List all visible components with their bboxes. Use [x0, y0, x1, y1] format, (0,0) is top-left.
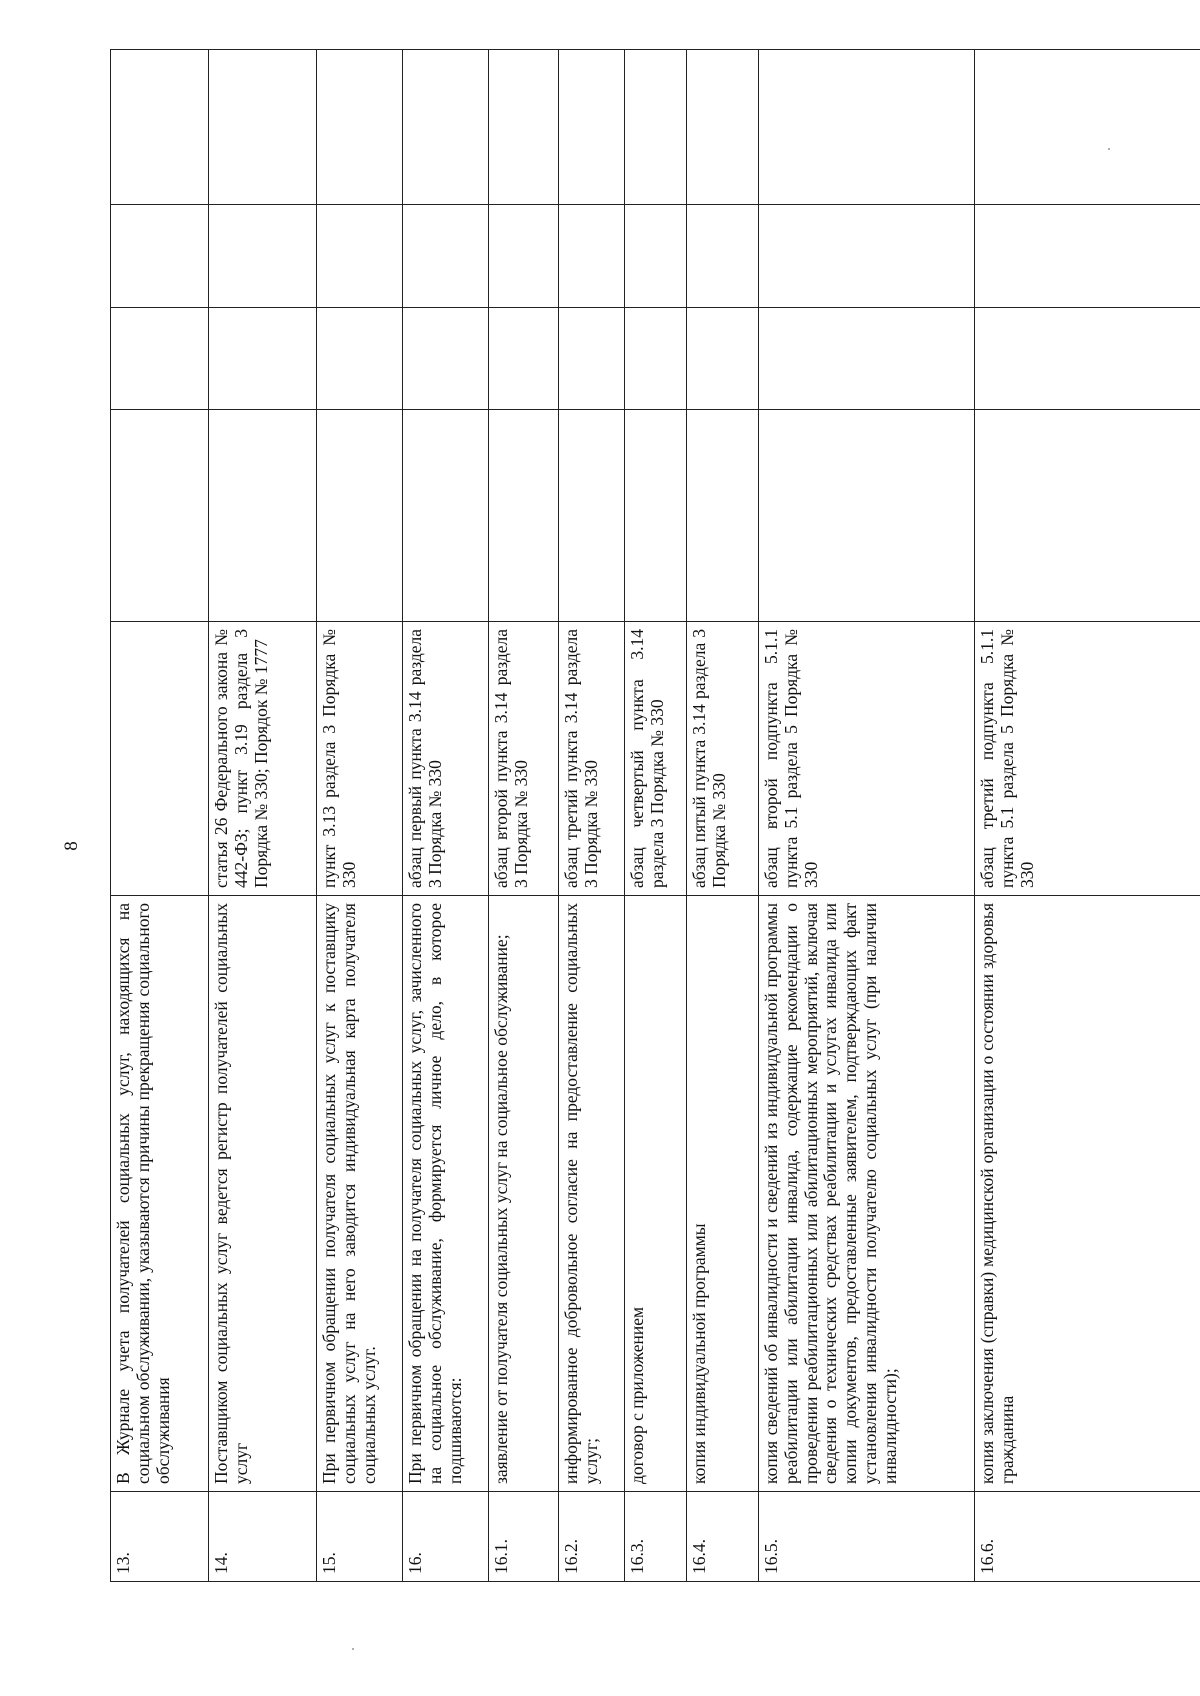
legal-reference: абзац первый пункта 3.14 раздела 3 Порядка № 330: [403, 622, 489, 896]
empty-cell: [489, 50, 559, 205]
empty-cell: [403, 308, 489, 410]
legal-reference: абзац третий пункта 3.14 раздела 3 Порядка № 330: [559, 622, 625, 896]
empty-cell: [111, 308, 209, 410]
requirement-text: заявление от получателя социальных услуг на социальное обслуживание;: [489, 896, 559, 1492]
legal-reference: абзац четвертый пункта 3.14 раздела 3 Порядка № 330: [625, 622, 687, 896]
empty-cell: [625, 410, 687, 622]
empty-cell: [489, 308, 559, 410]
empty-cell: [489, 410, 559, 622]
table-row: [625, 50, 687, 1582]
requirement-text: копия индивидуальной программы: [687, 896, 759, 1492]
row-number: 16.1.: [489, 1492, 559, 1582]
requirement-text: копия сведений об инвалидности и сведений из индивидуальной программы реабилитации или абилитации инвалида, содержащие рекомендации о проведении реабилитационных или абилитационных мероприятий, включая сведения о технических средствах реабилитации и услугах инвалида или копии документов, предоставленные заявителем, подтверждающих факт установления инвалидности получателю социальных услуг (при наличии инвалидности);: [759, 896, 975, 1492]
empty-cell: [111, 410, 209, 622]
row-number: 16.3.: [625, 1492, 687, 1582]
table-row: [403, 50, 489, 1582]
empty-cell: [759, 410, 975, 622]
scan-speck: [352, 1648, 354, 1650]
row-number: 16.: [403, 1492, 489, 1582]
empty-cell: [975, 308, 1200, 410]
requirement-text: Поставщиком социальных услуг ведется регистр получателей социальных услуг: [209, 896, 317, 1492]
empty-cell: [625, 50, 687, 205]
empty-cell: [559, 410, 625, 622]
empty-cell: [559, 205, 625, 308]
empty-cell: [209, 308, 317, 410]
empty-cell: [759, 205, 975, 308]
empty-cell: [403, 50, 489, 205]
page-number: 8: [61, 841, 82, 851]
empty-cell: [209, 50, 317, 205]
empty-cell: [403, 205, 489, 308]
legal-reference: статья 26 Федерального закона № 442-ФЗ; пункт 3.19 раздела 3 Порядка № 330; Порядок № 1777: [209, 622, 317, 896]
empty-cell: [209, 410, 317, 622]
requirements-table: [110, 49, 1200, 1582]
empty-cell: [403, 410, 489, 622]
row-number: 16.5.: [759, 1492, 975, 1582]
legal-reference: абзац второй пункта 3.14 раздела 3 Порядка № 330: [489, 622, 559, 896]
empty-cell: [975, 410, 1200, 622]
requirement-text: копия заключения (справки) медицинской организации о состоянии здоровья гражданина: [975, 896, 1200, 1492]
table-row: [559, 50, 625, 1582]
empty-cell: [489, 205, 559, 308]
row-number: 15.: [317, 1492, 403, 1582]
row-number: 16.4.: [687, 1492, 759, 1582]
requirement-text: информированное добровольное согласие на предоставление социальных услуг;: [559, 896, 625, 1492]
empty-cell: [209, 205, 317, 308]
empty-cell: [687, 205, 759, 308]
legal-reference: пункт 3.13 раздела 3 Порядка № 330: [317, 622, 403, 896]
table-row: [111, 50, 209, 1582]
empty-cell: [317, 410, 403, 622]
legal-reference: [111, 622, 209, 896]
table-row: [759, 50, 975, 1582]
row-number: 16.2.: [559, 1492, 625, 1582]
legal-reference: абзац пятый пункта 3.14 раздела 3 Порядка № 330: [687, 622, 759, 896]
empty-cell: [317, 50, 403, 205]
empty-cell: [111, 205, 209, 308]
empty-cell: [759, 50, 975, 205]
empty-cell: [975, 205, 1200, 308]
table-row: [489, 50, 559, 1582]
empty-cell: [111, 50, 209, 205]
empty-cell: [759, 308, 975, 410]
table-row: [317, 50, 403, 1582]
empty-cell: [687, 308, 759, 410]
scan-speck: [1108, 148, 1110, 150]
empty-cell: [687, 410, 759, 622]
requirement-text: При первичном обращении на получателя социальных услуг, зачисленного на социальное обслуживание, формируется личное дело, в которое подшиваются:: [403, 896, 489, 1492]
empty-cell: [559, 50, 625, 205]
row-number: 16.6.: [975, 1492, 1200, 1582]
empty-cell: [975, 50, 1200, 205]
table-row: [975, 50, 1200, 1582]
empty-cell: [559, 308, 625, 410]
table-row: [209, 50, 317, 1582]
requirement-text: В Журнале учета получателей социальных услуг, находящихся на социальном обслуживании, указываются причины прекращения социального обслуживания: [111, 896, 209, 1492]
legal-reference: абзац второй подпункта 5.1.1 пункта 5.1 раздела 5 Порядка № 330: [759, 622, 975, 896]
empty-cell: [625, 308, 687, 410]
requirement-text: договор с приложением: [625, 896, 687, 1492]
table-row: [687, 50, 759, 1582]
empty-cell: [687, 50, 759, 205]
requirement-text: При первичном обращении получателя социальных услуг к поставщику социальных услуг на него заводится индивидуальная карта получателя социальных услуг.: [317, 896, 403, 1492]
rotated-table-area: [110, 50, 1200, 1582]
empty-cell: [317, 308, 403, 410]
empty-cell: [625, 205, 687, 308]
legal-reference: абзац третий подпункта 5.1.1 пункта 5.1 раздела 5 Порядка № 330: [975, 622, 1200, 896]
empty-cell: [317, 205, 403, 308]
row-number: 13.: [111, 1492, 209, 1582]
row-number: 14.: [209, 1492, 317, 1582]
